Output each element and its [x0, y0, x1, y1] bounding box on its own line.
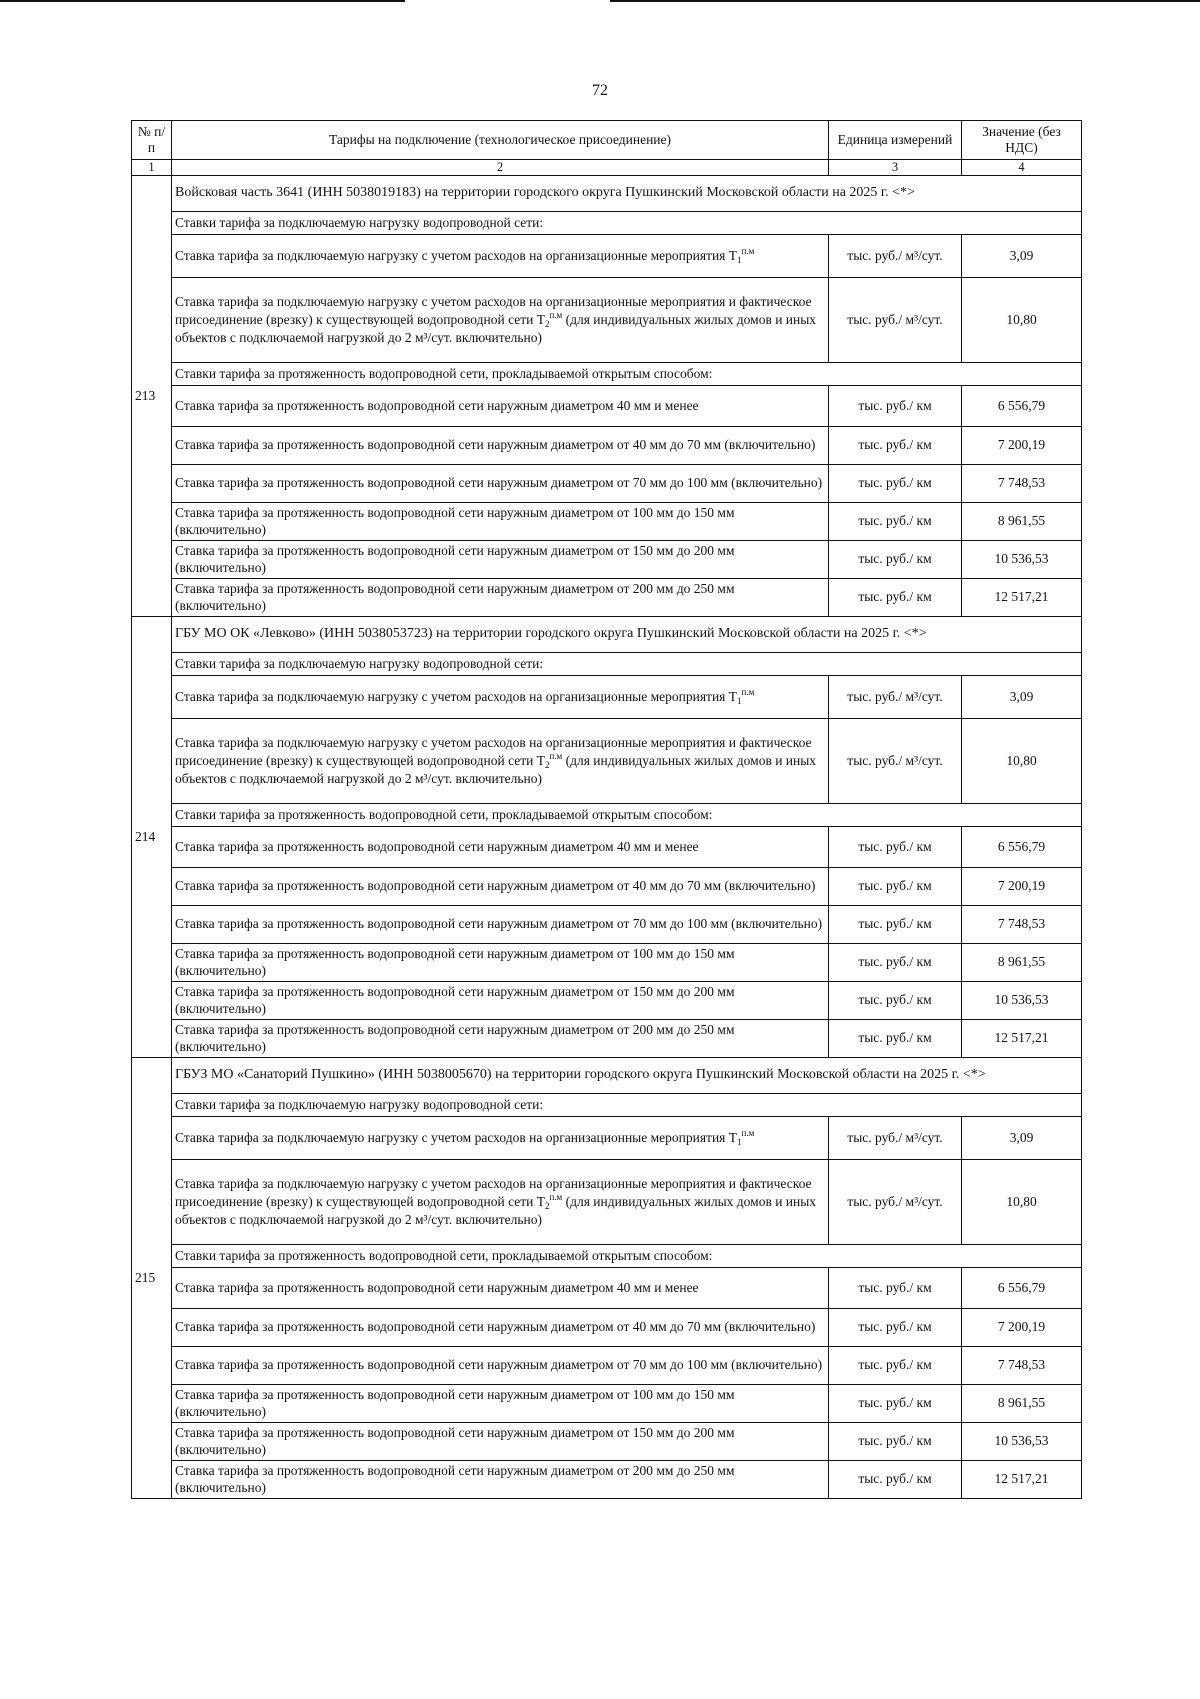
section-heading: Ставки тарифа за протяженность водопроводной сети, прокладываемой открытым способом: [172, 363, 1082, 386]
scan-top-border-gap [405, 0, 610, 2]
rate-value: 10 536,53 [962, 541, 1082, 579]
rate-unit: тыс. руб./ км [829, 944, 962, 982]
rate-description: Ставка тарифа за протяженность водопроводной сети наружным диаметром от 40 мм до 70 мм (включительно) [172, 427, 829, 465]
tariff-table [131, 120, 1082, 1499]
table-row [132, 1117, 1082, 1160]
rate-value: 12 517,21 [962, 1020, 1082, 1058]
rate-description: Ставка тарифа за протяженность водопроводной сети наружным диаметром от 70 мм до 100 мм (включительно) [172, 906, 829, 944]
column-index: 4 [962, 160, 1082, 176]
rate-description [172, 1160, 829, 1245]
entry-header-row [132, 617, 1082, 653]
table-row [132, 235, 1082, 278]
section-row [132, 212, 1082, 235]
table-header-row [132, 121, 1082, 160]
table-row [132, 465, 1082, 503]
rate-description: Ставка тарифа за протяженность водопроводной сети наружным диаметром 40 мм и менее [172, 1268, 829, 1309]
rate-description: Ставка тарифа за протяженность водопроводной сети наружным диаметром от 40 мм до 70 мм (включительно) [172, 868, 829, 906]
column-index-row [132, 160, 1082, 176]
header-no: № п/п [132, 121, 172, 160]
column-index: 1 [132, 160, 172, 176]
rate-description: Ставка тарифа за протяженность водопроводной сети наружным диаметром от 70 мм до 100 мм (включительно) [172, 465, 829, 503]
table-row [132, 719, 1082, 804]
rate-value: 6 556,79 [962, 386, 1082, 427]
rate-value: 7 748,53 [962, 1347, 1082, 1385]
rate-unit: тыс. руб./ км [829, 579, 962, 617]
header-unit: Единица измерений [829, 121, 962, 160]
rate-description [172, 235, 829, 278]
section-row [132, 363, 1082, 386]
rate-unit: тыс. руб./ км [829, 465, 962, 503]
section-heading: Ставки тарифа за протяженность водопроводной сети, прокладываемой открытым способом: [172, 804, 1082, 827]
table-row [132, 579, 1082, 617]
section-row [132, 653, 1082, 676]
rate-unit: тыс. руб./ м³/сут. [829, 1160, 962, 1245]
rate-unit: тыс. руб./ км [829, 503, 962, 541]
rate-value: 6 556,79 [962, 827, 1082, 868]
rate-description: Ставка тарифа за протяженность водопроводной сети наружным диаметром от 200 мм до 250 мм (включительно) [172, 1461, 829, 1499]
table-row [132, 1160, 1082, 1245]
rate-symbol-subscript: 2 [544, 1201, 550, 1212]
rate-unit: тыс. руб./ км [829, 1423, 962, 1461]
rate-value: 10,80 [962, 278, 1082, 363]
rate-unit: тыс. руб./ км [829, 1385, 962, 1423]
rate-unit: тыс. руб./ км [829, 906, 962, 944]
page-number: 72 [592, 82, 608, 99]
table-row [132, 427, 1082, 465]
rate-description [172, 719, 829, 804]
rate-symbol-subscript: 1 [737, 255, 742, 266]
rate-symbol-superscript: п.м [741, 1128, 755, 1139]
rate-unit: тыс. руб./ км [829, 386, 962, 427]
rate-description: Ставка тарифа за протяженность водопроводной сети наружным диаметром 40 мм и менее [172, 827, 829, 868]
rate-unit: тыс. руб./ м³/сут. [829, 278, 962, 363]
rate-value: 7 200,19 [962, 1309, 1082, 1347]
rate-value: 3,09 [962, 235, 1082, 278]
table-row [132, 541, 1082, 579]
table-row [132, 1309, 1082, 1347]
section-heading: Ставки тарифа за подключаемую нагрузку водопроводной сети: [172, 653, 1082, 676]
entry-organization: Войсковая часть 3641 (ИНН 5038019183) на территории городского округа Пушкинский Московской области на 2025 г. <*> [172, 176, 1082, 212]
rate-unit: тыс. руб./ км [829, 1020, 962, 1058]
rate-description: Ставка тарифа за протяженность водопроводной сети наружным диаметром от 150 мм до 200 мм (включительно) [172, 541, 829, 579]
rate-unit: тыс. руб./ км [829, 541, 962, 579]
entry-organization: ГБУЗ МО «Санаторий Пушкино» (ИНН 5038005670) на территории городского округа Пушкинский Московской области на 2025 г. <*> [172, 1058, 1082, 1094]
entry-number: 215 [132, 1058, 172, 1499]
rate-value: 10,80 [962, 1160, 1082, 1245]
rate-symbol-subscript: 2 [544, 760, 550, 771]
rate-description: Ставка тарифа за протяженность водопроводной сети наружным диаметром от 200 мм до 250 мм (включительно) [172, 1020, 829, 1058]
rate-suffix: (для индивидуальных жилых домов и иных объектов с подключаемой нагрузкой до 2 м³/сут. включительно) [175, 753, 817, 786]
rate-value: 8 961,55 [962, 1385, 1082, 1423]
rate-description: Ставка тарифа за протяженность водопроводной сети наружным диаметром от 100 мм до 150 мм (включительно) [172, 944, 829, 982]
rate-symbol-superscript: п.м [741, 246, 755, 257]
table-row [132, 906, 1082, 944]
rate-unit: тыс. руб./ км [829, 1309, 962, 1347]
table-row [132, 386, 1082, 427]
rate-unit: тыс. руб./ км [829, 827, 962, 868]
rate-symbol: T [728, 248, 738, 264]
rate-symbol-superscript: п.м [549, 310, 563, 321]
rate-unit: тыс. руб./ км [829, 1461, 962, 1499]
rate-value: 10 536,53 [962, 1423, 1082, 1461]
section-row [132, 1094, 1082, 1117]
section-heading: Ставки тарифа за подключаемую нагрузку водопроводной сети: [172, 212, 1082, 235]
table-row [132, 944, 1082, 982]
rate-description: Ставка тарифа за протяженность водопроводной сети наружным диаметром от 40 мм до 70 мм (включительно) [172, 1309, 829, 1347]
rate-unit: тыс. руб./ км [829, 427, 962, 465]
rate-unit: тыс. руб./ км [829, 982, 962, 1020]
rate-unit: тыс. руб./ м³/сут. [829, 235, 962, 278]
rate-unit: тыс. руб./ м³/сут. [829, 1117, 962, 1160]
rate-symbol-superscript: п.м [741, 687, 755, 698]
rate-unit: тыс. руб./ км [829, 1268, 962, 1309]
rate-symbol-superscript: п.м [549, 751, 563, 762]
rate-description: Ставка тарифа за протяженность водопроводной сети наружным диаметром 40 мм и менее [172, 386, 829, 427]
rate-name: Ставка тарифа за подключаемую нагрузку с учетом расходов на организационные мероприятия [175, 1130, 726, 1146]
rate-value: 10 536,53 [962, 982, 1082, 1020]
rate-unit: тыс. руб./ м³/сут. [829, 719, 962, 804]
section-row [132, 804, 1082, 827]
table-row [132, 1020, 1082, 1058]
rate-name: Ставка тарифа за подключаемую нагрузку с учетом расходов на организационные мероприятия и фактическое присоединение (врезку) к существующей водопроводной сети [175, 734, 812, 769]
rate-description: Ставка тарифа за протяженность водопроводной сети наружным диаметром от 150 мм до 200 мм (включительно) [172, 1423, 829, 1461]
rate-description: Ставка тарифа за протяженность водопроводной сети наружным диаметром от 70 мм до 100 мм (включительно) [172, 1347, 829, 1385]
section-row [132, 1245, 1082, 1268]
table-row [132, 1385, 1082, 1423]
table-row [132, 827, 1082, 868]
rate-name: Ставка тарифа за подключаемую нагрузку с учетом расходов на организационные мероприятия и фактическое присоединение (врезку) к существующей водопроводной сети [175, 1175, 812, 1210]
rate-suffix: (для индивидуальных жилых домов и иных объектов с подключаемой нагрузкой до 2 м³/сут. включительно) [175, 1194, 817, 1227]
header-title: Тарифы на подключение (технологическое присоединение) [172, 121, 829, 160]
rate-description [172, 278, 829, 363]
rate-description [172, 676, 829, 719]
table-row [132, 1347, 1082, 1385]
rate-description: Ставка тарифа за протяженность водопроводной сети наружным диаметром от 200 мм до 250 мм (включительно) [172, 579, 829, 617]
rate-description: Ставка тарифа за протяженность водопроводной сети наружным диаметром от 150 мм до 200 мм (включительно) [172, 982, 829, 1020]
rate-symbol-subscript: 2 [544, 319, 550, 330]
rate-description: Ставка тарифа за протяженность водопроводной сети наружным диаметром от 100 мм до 150 мм (включительно) [172, 1385, 829, 1423]
rate-value: 3,09 [962, 1117, 1082, 1160]
rate-value: 8 961,55 [962, 944, 1082, 982]
rate-name: Ставка тарифа за подключаемую нагрузку с учетом расходов на организационные мероприятия [175, 689, 726, 705]
rate-name: Ставка тарифа за подключаемую нагрузку с учетом расходов на организационные мероприятия и фактическое присоединение (врезку) к существующей водопроводной сети [175, 293, 812, 328]
rate-description [172, 1117, 829, 1160]
rate-value: 10,80 [962, 719, 1082, 804]
rate-value: 7 748,53 [962, 906, 1082, 944]
entry-number: 214 [132, 617, 172, 1058]
rate-value: 7 748,53 [962, 465, 1082, 503]
rate-value: 12 517,21 [962, 1461, 1082, 1499]
rate-value: 7 200,19 [962, 868, 1082, 906]
section-heading: Ставки тарифа за подключаемую нагрузку водопроводной сети: [172, 1094, 1082, 1117]
rate-value: 12 517,21 [962, 579, 1082, 617]
column-index: 2 [172, 160, 829, 176]
table-row [132, 503, 1082, 541]
rate-symbol: T [536, 312, 545, 328]
table-row [132, 278, 1082, 363]
rate-description: Ставка тарифа за протяженность водопроводной сети наружным диаметром от 100 мм до 150 мм (включительно) [172, 503, 829, 541]
rate-value: 8 961,55 [962, 503, 1082, 541]
rate-symbol-superscript: п.м [549, 1192, 563, 1203]
column-index: 3 [829, 160, 962, 176]
rate-symbol: T [728, 1130, 738, 1146]
rate-suffix: (для индивидуальных жилых домов и иных объектов с подключаемой нагрузкой до 2 м³/сут. включительно) [175, 312, 817, 345]
rate-symbol-subscript: 1 [737, 696, 742, 707]
header-value: Значение (без НДС) [962, 121, 1082, 160]
entry-organization: ГБУ МО ОК «Левково» (ИНН 5038053723) на территории городского округа Пушкинский Московской области на 2025 г. <*> [172, 617, 1082, 653]
rate-unit: тыс. руб./ м³/сут. [829, 676, 962, 719]
section-heading: Ставки тарифа за протяженность водопроводной сети, прокладываемой открытым способом: [172, 1245, 1082, 1268]
table-row [132, 1423, 1082, 1461]
rate-value: 7 200,19 [962, 427, 1082, 465]
entry-header-row [132, 176, 1082, 212]
rate-value: 3,09 [962, 676, 1082, 719]
rate-unit: тыс. руб./ км [829, 868, 962, 906]
entry-number: 213 [132, 176, 172, 617]
rate-name: Ставка тарифа за подключаемую нагрузку с учетом расходов на организационные мероприятия [175, 248, 726, 264]
table-body [132, 176, 1082, 1499]
rate-symbol: T [536, 1194, 545, 1210]
table-row [132, 1268, 1082, 1309]
rate-unit: тыс. руб./ км [829, 1347, 962, 1385]
table-row [132, 982, 1082, 1020]
rate-value: 6 556,79 [962, 1268, 1082, 1309]
table-row [132, 1461, 1082, 1499]
table-row [132, 868, 1082, 906]
rate-symbol-subscript: 1 [737, 1137, 742, 1148]
entry-header-row [132, 1058, 1082, 1094]
table-row [132, 676, 1082, 719]
rate-symbol: T [728, 689, 738, 705]
rate-symbol: T [536, 753, 545, 769]
